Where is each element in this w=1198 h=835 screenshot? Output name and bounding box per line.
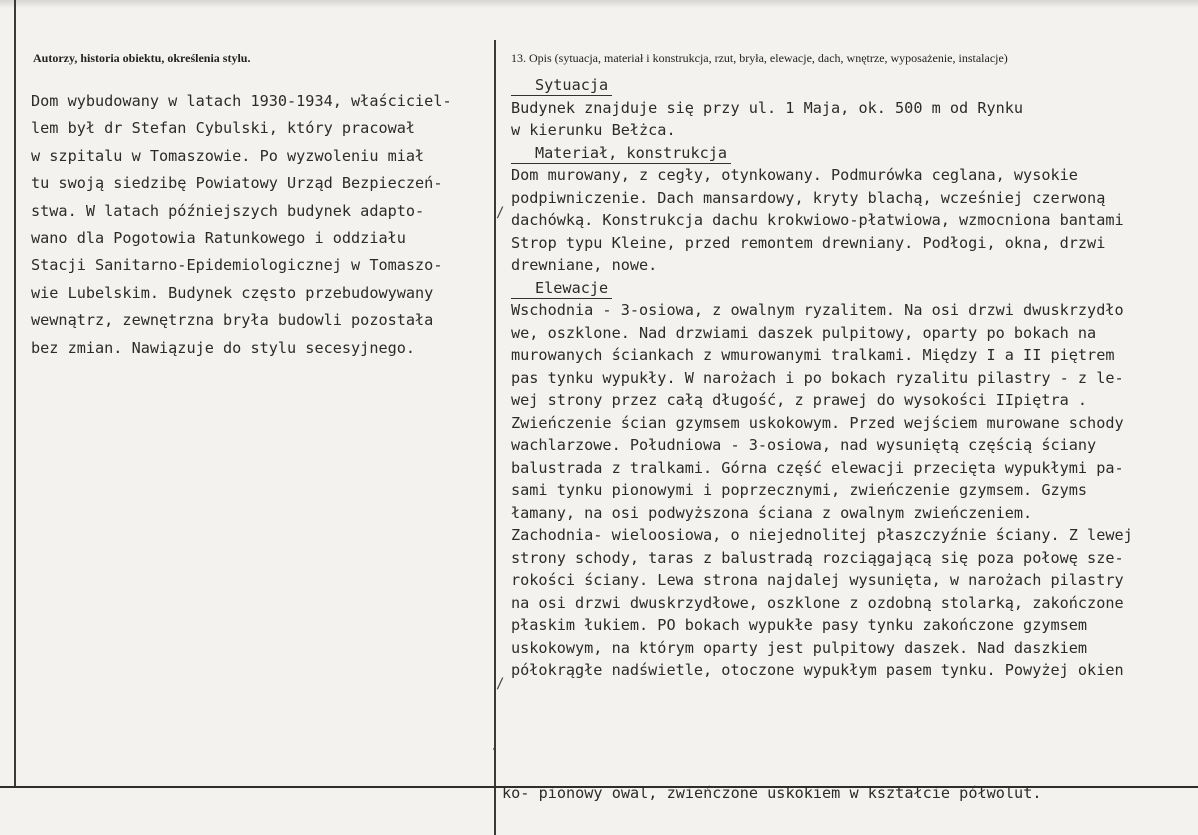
text-line: stwa. W latach późniejszych budynek adapto- — [31, 201, 425, 220]
text-line: Dom murowany, z cegły, otynkowany. Podmurówka ceglana, wysokie — [511, 166, 1078, 184]
text-line: w kierunku Bełżca. — [511, 121, 676, 139]
text-line: tu swoją siedzibę Powiatowy Urząd Bezpieczeń- — [31, 174, 443, 193]
text-line: drewniane, nowe. — [511, 256, 658, 274]
text-line: Budynek znajduje się przy ul. 1 Maja, ok. 500 m od Rynku — [511, 98, 1024, 117]
text-line: sami tynku pionowymi i poprzecznymi, zwieńczenie gzymsem. Gzyms — [511, 481, 1088, 499]
text-line: Zwieńczenie ścian gzymsem uskokowym. Przed wejściem murowane schody — [511, 413, 1124, 432]
text-line: Strop typu Kleine, przed remontem drewniany. Podłogi, okna, drzwi — [511, 233, 1106, 252]
text-line: wano dla Pogotowia Ratunkowego i oddziału — [31, 229, 406, 248]
column-divider — [494, 40, 496, 835]
text-line: strony schody, taras z balustradą rozciągającą się poza połowę sze- — [511, 548, 1124, 567]
text-line: wachlarzowe. Południowa - 3-osiowa, nad wysuniętą częścią ściany — [511, 436, 1097, 454]
right-column-header: 13. Opis (sytuacja, materiał i konstrukcja, rzut, bryła, elewacje, dach, wnętrze, wyposażenie, instalacje) — [511, 51, 1008, 65]
margin-mark: / — [496, 205, 505, 221]
description-text — [511, 74, 1198, 786]
text-line: lem był dr Stefan Cybulski, który pracował — [31, 119, 416, 138]
left-border-line — [14, 0, 16, 788]
text-line: rokości ściany. Lewa strona najdalej wysunięta, w narożach pilastry — [511, 571, 1124, 589]
text-line: Stacji Sanitarno-Epidemiologicznej w Tomaszo- — [31, 256, 443, 275]
text-line: podpiwniczenie. Dach mansardowy, kryty blachą, wcześniej czerwoną — [511, 188, 1106, 207]
text-line: murowanych ściankach z wmurowanymi tralkami. Między I a II piętrem — [511, 346, 1115, 364]
text-line: Zachodnia- wieloosiowa, o niejednolitej płaszczyźnie ściany. Z lewej — [511, 526, 1133, 544]
text-line: wej strony przez całą długość, z prawej do wysokości IIpiętra . — [511, 391, 1088, 409]
text-line: na osi drzwi dwuskrzydłowe, oszklone z ozdobną stolarką, zakończone — [511, 593, 1124, 612]
text-line: dachówką. Konstrukcja dachu krokwiowo-płatwiowa, wzmocniona bantami — [511, 211, 1124, 229]
section-heading-material: Materiał, konstrukcja — [511, 144, 731, 164]
text-line: łamany, na osi podwyższona ściana z owalnym zwieńczeniem. — [511, 503, 1033, 522]
footer-continuation-line: ko- pionowy owal, zwieńczone uskokiem w kształcie półwolut. — [502, 784, 1042, 802]
text-line: w szpitalu w Tomaszowie. Po wyzwoleniu miał — [31, 146, 425, 165]
text-line: Dom wybudowany w latach 1930-1934, właściciel- — [31, 92, 452, 110]
text-line: uskokowym, na którym oparty jest pulpitowy daszek. Nad daszkiem — [511, 638, 1088, 657]
left-column-header: Autorzy, historia obiektu, określenia stylu. — [33, 51, 251, 65]
top-edge — [0, 0, 1198, 8]
text-line: balustrada z tralkami. Górna część elewacji przecięta wypukłymi pa- — [511, 458, 1124, 477]
text-line: wewnątrz, zewnętrzna bryła budowli pozostała — [31, 311, 434, 330]
text-line: wie Lubelskim. Budynek często przebudowywany — [31, 283, 434, 302]
text-line: pas tynku wypukły. W narożach i po bokach ryzalitu pilastry - z le- — [511, 368, 1124, 387]
text-line: we, oszklone. Nad drzwiami daszek pulpitowy, oparty po bokach na — [511, 323, 1097, 342]
text-line: bez zmian. Nawiązuje do stylu secesyjnego. — [31, 338, 416, 357]
margin-mark: / — [496, 676, 505, 692]
text-line: półokrągłe nadświetle, otoczone wypukłym pasem tynku. Powyżej okien — [511, 661, 1124, 679]
section-heading-sytuacja: Sytuacja — [511, 76, 612, 96]
section-heading-elewacje: Elewacje — [511, 279, 612, 299]
text-line: Wschodnia - 3-osiowa, z owalnym ryzalitem. Na osi drzwi dwuskrzydło — [511, 301, 1124, 319]
margin-mark: · — [490, 742, 499, 758]
text-line: płaskim łukiem. PO bokach wypukłe pasy tynku zakończone gzymsem — [511, 616, 1088, 634]
history-text — [31, 88, 489, 362]
